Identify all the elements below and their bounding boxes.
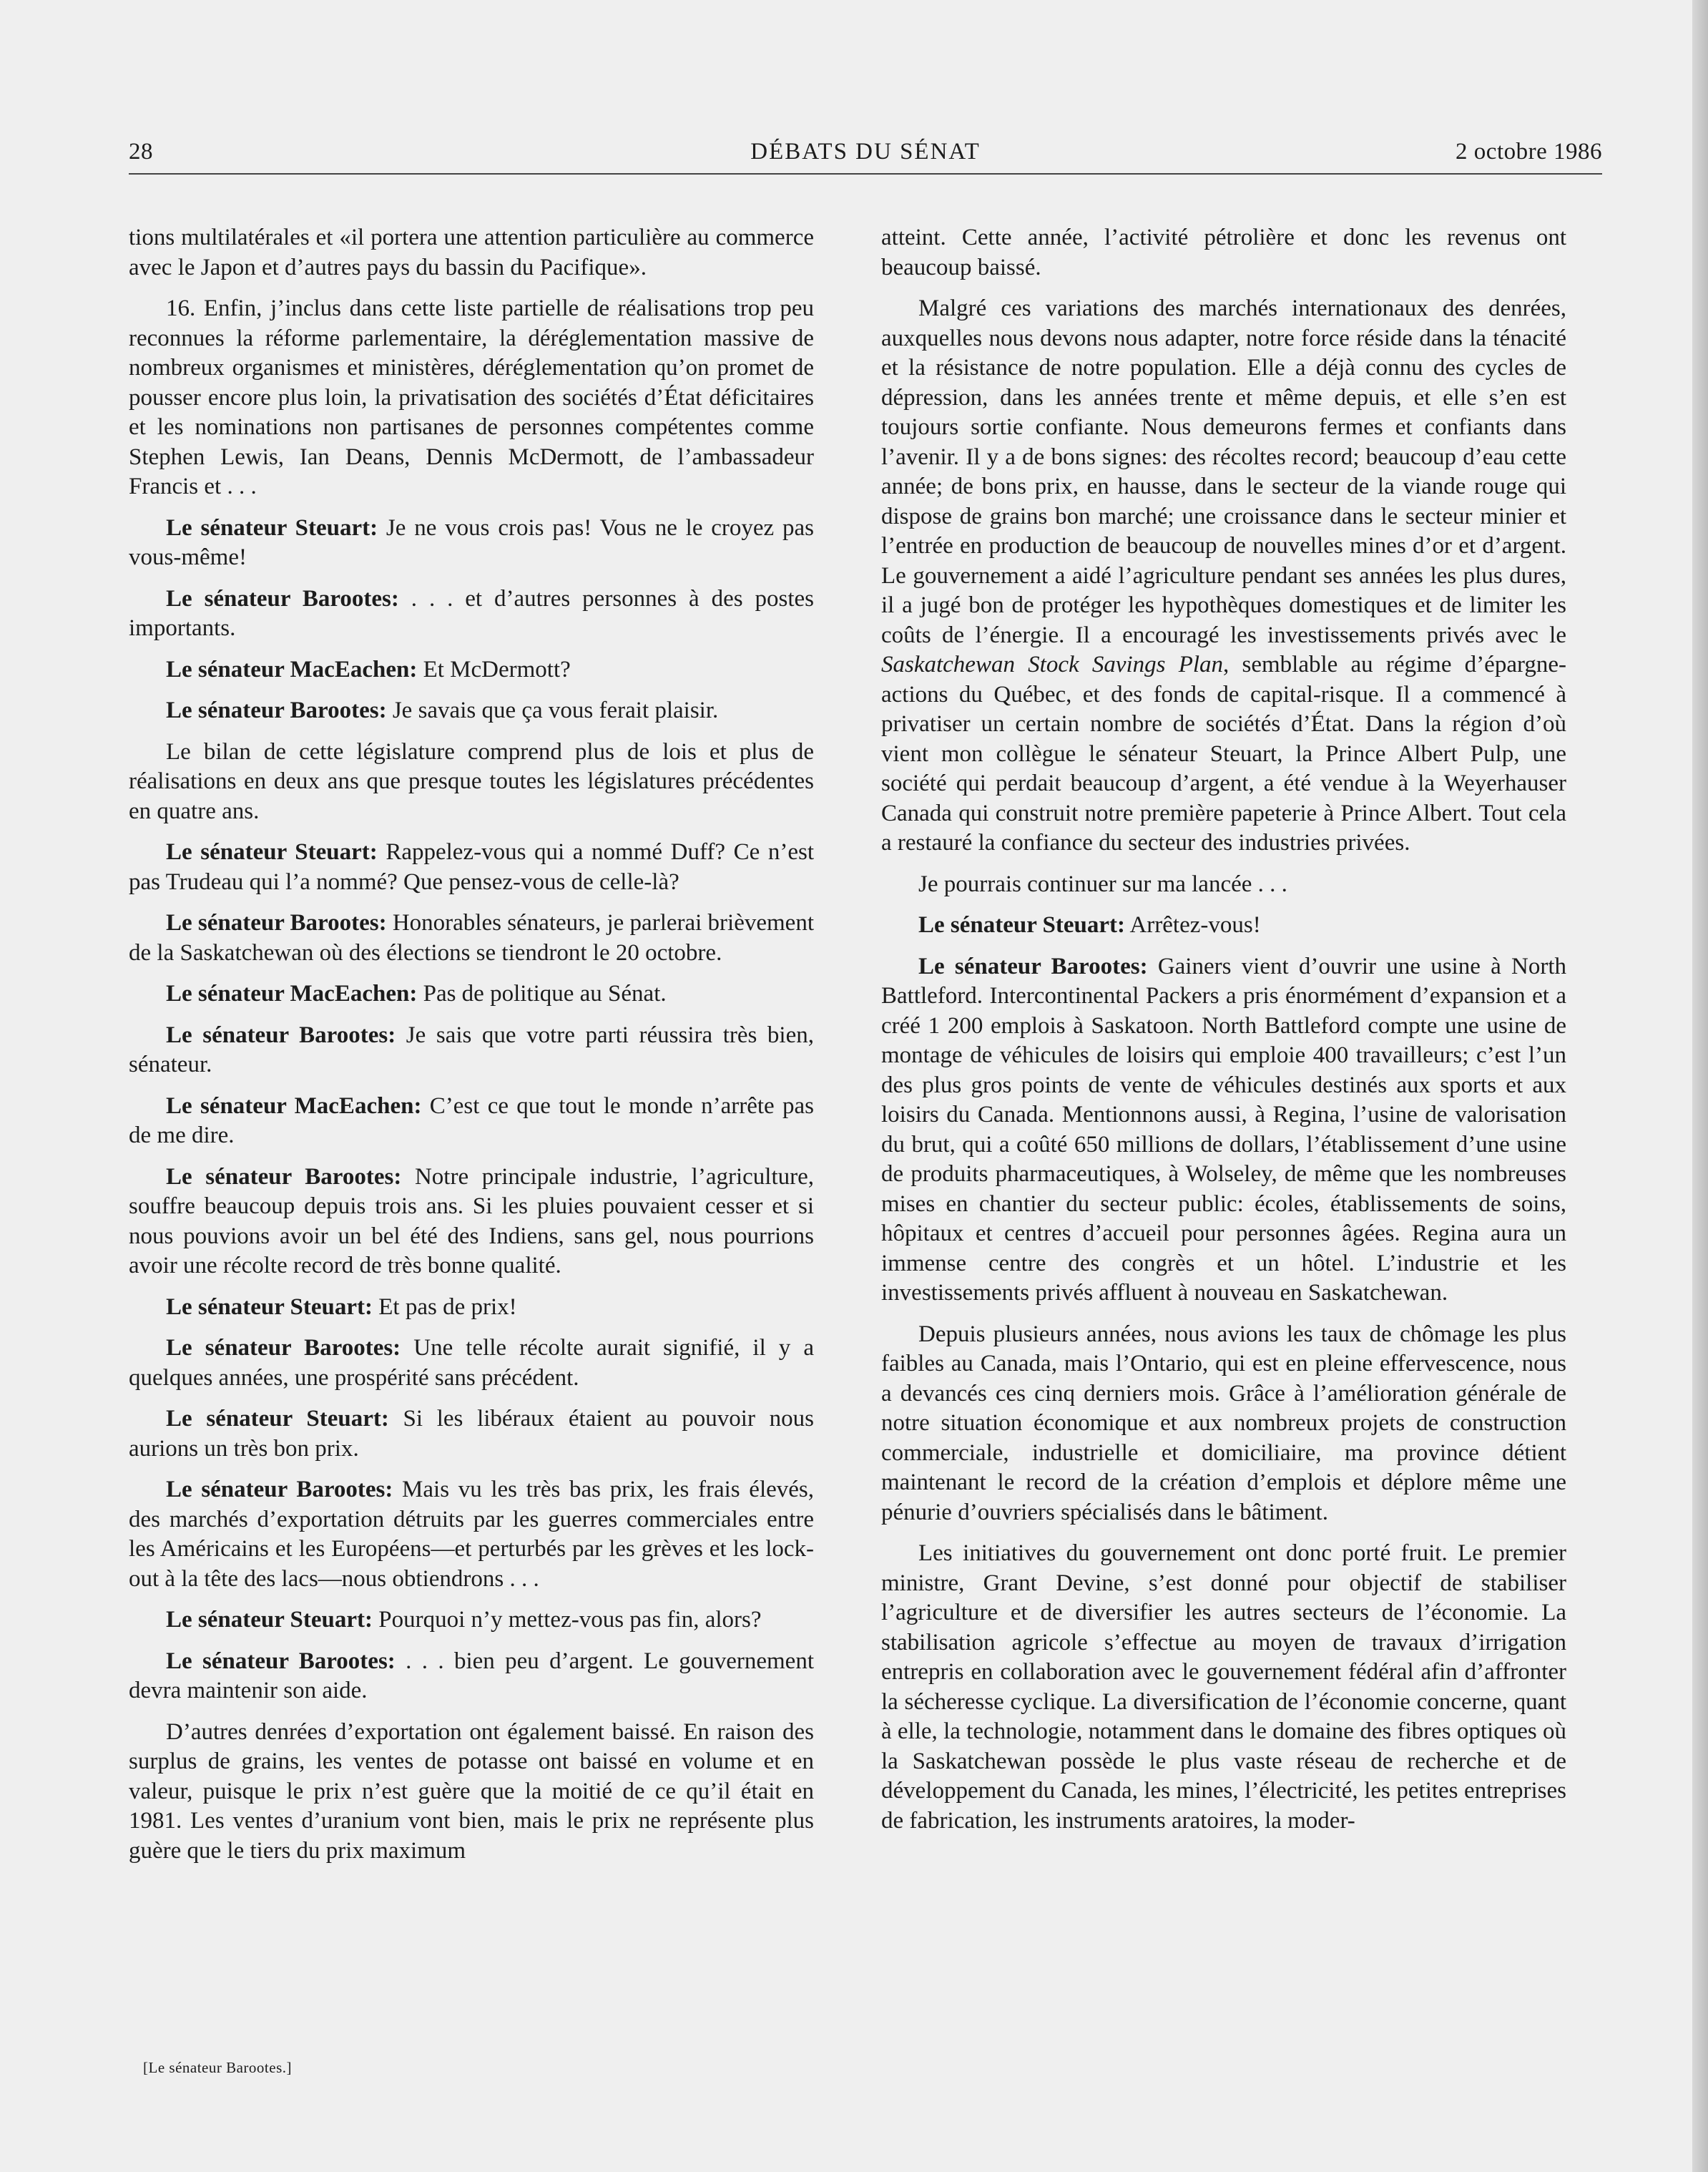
- speech: [129, 1647, 814, 1706]
- paragraph: Depuis plusieurs années, nous avions les taux de chômage les plus faibles au Canada, mais l’Ontario, qui est en pleine effervescence, nous a devancés ces cinq derniers mois. Grâce à l’amélioration générale de notre situation économique et aux nombreux projets de construction commerciale, industrielle et domiciliaire, ma province détient maintenant le record de la création d’emplois et déplore même une pénurie d’ouvriers spécialisés dans le bâtiment.: [881, 1321, 1566, 1525]
- speaker-name: Le sénateur Barootes:: [166, 1335, 401, 1361]
- speaker-name: Le sénateur Steuart:: [166, 1293, 373, 1320]
- paragraph: Les initiatives du gouvernement ont donc porté fruit. Le premier ministre, Grant Devine, s’est donné pour objectif de stabiliser l’agriculture et de diversifier les autres secteurs de l’économie. La stabilisation agricole s’effectue au moyen de travaux d’irrigation entrepris en collaboration avec le gouvernement fédéral afin d’affronter la sécheresse cyclique. La diversification de l’économie concerne, quant à elle, la technologie, notamment dans le domaine des fibres optiques où la Saskatchewan possède le plus vaste réseau de recherche et de développement du Canada, les mines, l’électricité, les petites entreprises de fabrication, les instruments aratoires, la moder-: [881, 1540, 1566, 1834]
- speech: [129, 1404, 814, 1464]
- speech-text: Et pas de prix!: [373, 1293, 517, 1320]
- speech-text: Notre principale industrie, l’agriculture, souffre beaucoup depuis trois ans. Si les pluies pouvaient cesser et si nous pouvions avoir un bel été des Indiens, sans gel, nous pourrions avoir une récolte record de très bonne qualité.: [129, 1163, 815, 1278]
- page-number: 28: [129, 139, 153, 165]
- speech: [129, 1293, 814, 1323]
- paragraph: 16. Enfin, j’inclus dans cette liste partielle de réalisations trop peu reconnues la réforme parlementaire, la déréglementation massive de nombreux organismes et ministères, déréglementation qu’on promet de pousser encore plus loin, la privatisation des sociétés d’État déficitaires et les nominations non partisanes de personnes compétentes comme Stephen Lewis, Ian Deans, Dennis McDermott, de l’ambassadeur Francis et . . .: [129, 295, 814, 499]
- speech-text: Honorables sénateurs, je parlerai brièvement de la Saskatchewan où des élections se tiendront le 20 octobre.: [129, 910, 814, 966]
- speech-text: . . . bien peu d’argent. Le gouvernement devra maintenir son aide.: [129, 1648, 814, 1703]
- speech-text: Si les libéraux étaient au pouvoir nous aurions un très bon prix.: [129, 1406, 814, 1462]
- speech-text: Arrêtez-vous!: [1125, 912, 1261, 938]
- speech-text: Rappelez-vous qui a nommé Duff? Ce n’est pas Trudeau qui l’a nommé? Que pensez-vous de celle-là?: [129, 839, 814, 895]
- speech-text: . . . et d’autres personnes à des postes importants.: [129, 585, 814, 641]
- speaker-name: Le sénateur Barootes:: [166, 1648, 396, 1674]
- speech: [129, 1334, 814, 1393]
- speech-text: Je savais que ça vous ferait plaisir.: [386, 698, 719, 723]
- speech-text: Je ne vous crois pas! Vous ne le croyez pas vous-même!: [129, 514, 814, 570]
- speech-text: Mais vu les très bas prix, les frais élevés, des marchés d’exportation détruits par les guerres commerciales entre les Américains et les Européens—et perturbés par les grèves et les lock-out à la tête des lacs—nous obtiendrons . . .: [129, 1477, 814, 1592]
- speaker-name: Le sénateur Steuart:: [166, 839, 378, 865]
- speech: [129, 1163, 814, 1281]
- speech-text: C’est ce que tout le monde n’arrête pas de me dire.: [129, 1092, 814, 1148]
- left-column: [129, 223, 814, 1877]
- speech: [129, 909, 814, 968]
- speaker-name: Le sénateur Barootes:: [166, 1477, 393, 1502]
- speech: [129, 696, 814, 726]
- speech: [129, 514, 814, 573]
- speech: [129, 1092, 814, 1151]
- speaker-name: Le sénateur Steuart:: [918, 912, 1126, 938]
- paragraph-text: , semblable au régime d’épargne-actions du Québec, et des fonds de capital-risque. Il a commencé à privatiser un certain nombre de sociétés d’État. Dans la région d’où vient mon collègue le sénateur Steuart, la Prince Albert Pulp, une société qui perdait beaucoup d’argent, a été vendue à la Weyerhauser Canada qui construit notre première papeterie à Prince Albert. Tout cela a restauré la confiance du secteur des industries privées.: [881, 652, 1566, 856]
- speaker-name: Le sénateur Steuart:: [166, 514, 378, 541]
- paragraph: Je pourrais continuer sur ma lancée . . .: [918, 871, 1287, 897]
- speech-text: Gainers vient d’ouvrir une usine à North Battleford. Intercontinental Packers a pris énormément d’expansion et a créé 1 200 emplois à Saskatoon. North Battleford compte une usine de montage de véhicules de loisirs qui emploie 400 travailleurs; c’est l’un des plus gros points de vente de véhicules destinés aux sports et aux loisirs du Canada. Mentionnons aussi, à Regina, l’usine de valorisation du brut, qui a coûté 650 millions de dollars, l’établissement d’une usine de produits pharmaceutiques, à Wolseley, de même que les nombreuses mises en chantier du secteur public: écoles, établissements de soins, hôpitaux et centres d’accueil pour personnes âgées. Regina aura un immense centre des congrès et un hôtel. L’industrie et les investissements privés affluent à nouveau en Saskatchewan.: [881, 953, 1567, 1306]
- paragraph: tions multilatérales et «il portera une attention particulière au commerce avec le Japon et d’autres pays du bassin du Pacifique».: [129, 225, 814, 280]
- speech: [129, 1605, 814, 1635]
- speaker-name: Le sénateur Barootes:: [918, 953, 1148, 979]
- right-column: [881, 223, 1566, 1847]
- paragraph: Le bilan de cette législature comprend plus de lois et plus de réalisations en deux ans que presque toutes les législatures précédentes en quatre ans.: [129, 738, 814, 824]
- header-rule: [129, 173, 1602, 175]
- speaker-name: Le sénateur MacEachen:: [166, 656, 418, 683]
- speech-text: Une telle récolte aurait signifié, il y a quelques années, une prospérité sans précédent.: [129, 1335, 814, 1391]
- speaker-name: Le sénateur Barootes:: [166, 1022, 396, 1048]
- speaker-name: Le sénateur Steuart:: [166, 1406, 389, 1432]
- speaker-name: Le sénateur Steuart:: [166, 1607, 373, 1633]
- page-edge: [1692, 0, 1708, 2172]
- speech-text: Pourquoi n’y mettez-vous pas fin, alors?: [373, 1607, 762, 1633]
- speaker-name: Le sénateur Barootes:: [166, 910, 387, 936]
- speech: [881, 911, 1566, 941]
- speaker-name: Le sénateur MacEachen:: [166, 1092, 422, 1119]
- speech: [129, 1475, 814, 1594]
- speech: [129, 655, 814, 685]
- speaker-name: Le sénateur Barootes:: [166, 698, 387, 723]
- publication-title: DÉBATS DU SÉNAT: [750, 139, 981, 165]
- speech: [881, 952, 1566, 1308]
- speaker-footnote: [Le sénateur Barootes.]: [143, 2059, 292, 2076]
- paragraph: atteint. Cette année, l’activité pétrolière et donc les revenus ont beaucoup baissé.: [881, 225, 1566, 280]
- speaker-name: Le sénateur Barootes:: [166, 585, 399, 612]
- speaker-name: Le sénateur MacEachen:: [166, 981, 418, 1007]
- paragraph: D’autres denrées d’exportation ont également baissé. En raison des surplus de grains, les ventes de potasse ont baissé en volume et en valeur, puisque le prix n’est guère que la moitié de ce qu’il était en 1981. Les ventes d’uranium vont bien, mais le prix ne représente plus guère que le tiers du prix maximum: [129, 1718, 814, 1864]
- speech-text: Pas de politique au Sénat.: [417, 981, 667, 1007]
- speech-text: Je sais que votre parti réussira très bien, sénateur.: [129, 1022, 814, 1077]
- speech: [129, 584, 814, 644]
- speech: [129, 1021, 814, 1080]
- speaker-name: Le sénateur Barootes:: [166, 1163, 402, 1190]
- paragraph: [881, 294, 1566, 858]
- speech: [129, 979, 814, 1009]
- italic-title: Saskatchewan Stock Savings Plan: [881, 652, 1224, 677]
- speech: [129, 838, 814, 897]
- page-header: [129, 139, 1602, 175]
- paragraph-text: Malgré ces variations des marchés internationaux des denrées, auxquelles nous devons nous adapter, notre force réside dans la ténacité et la résistance de notre population. Elle a déjà connu des cycles de dépression, dans les années trente et même depuis, et elle s’en est toujours sortie confiante. Nous demeurons fermes et confiants dans l’avenir. Il y a de bons signes: des récoltes record; beaucoup d’eau cette année; de bons prix, en hausse, dans le secteur de la viande rouge qui dispose de grains bon marché; une croissance dans le secteur minier et l’entrée en production de beaucoup de nouvelles mines d’or et d’argent. Le gouvernement a aidé l’agriculture pendant ses années les plus dures, il a jugé bon de protéger les hypothèques domestiques et de limiter les coûts de l’énergie. Il a encouragé les investissements privés avec le: [881, 295, 1566, 648]
- page-date: 2 octobre 1986: [1456, 139, 1602, 165]
- speech-text: Et McDermott?: [417, 656, 571, 683]
